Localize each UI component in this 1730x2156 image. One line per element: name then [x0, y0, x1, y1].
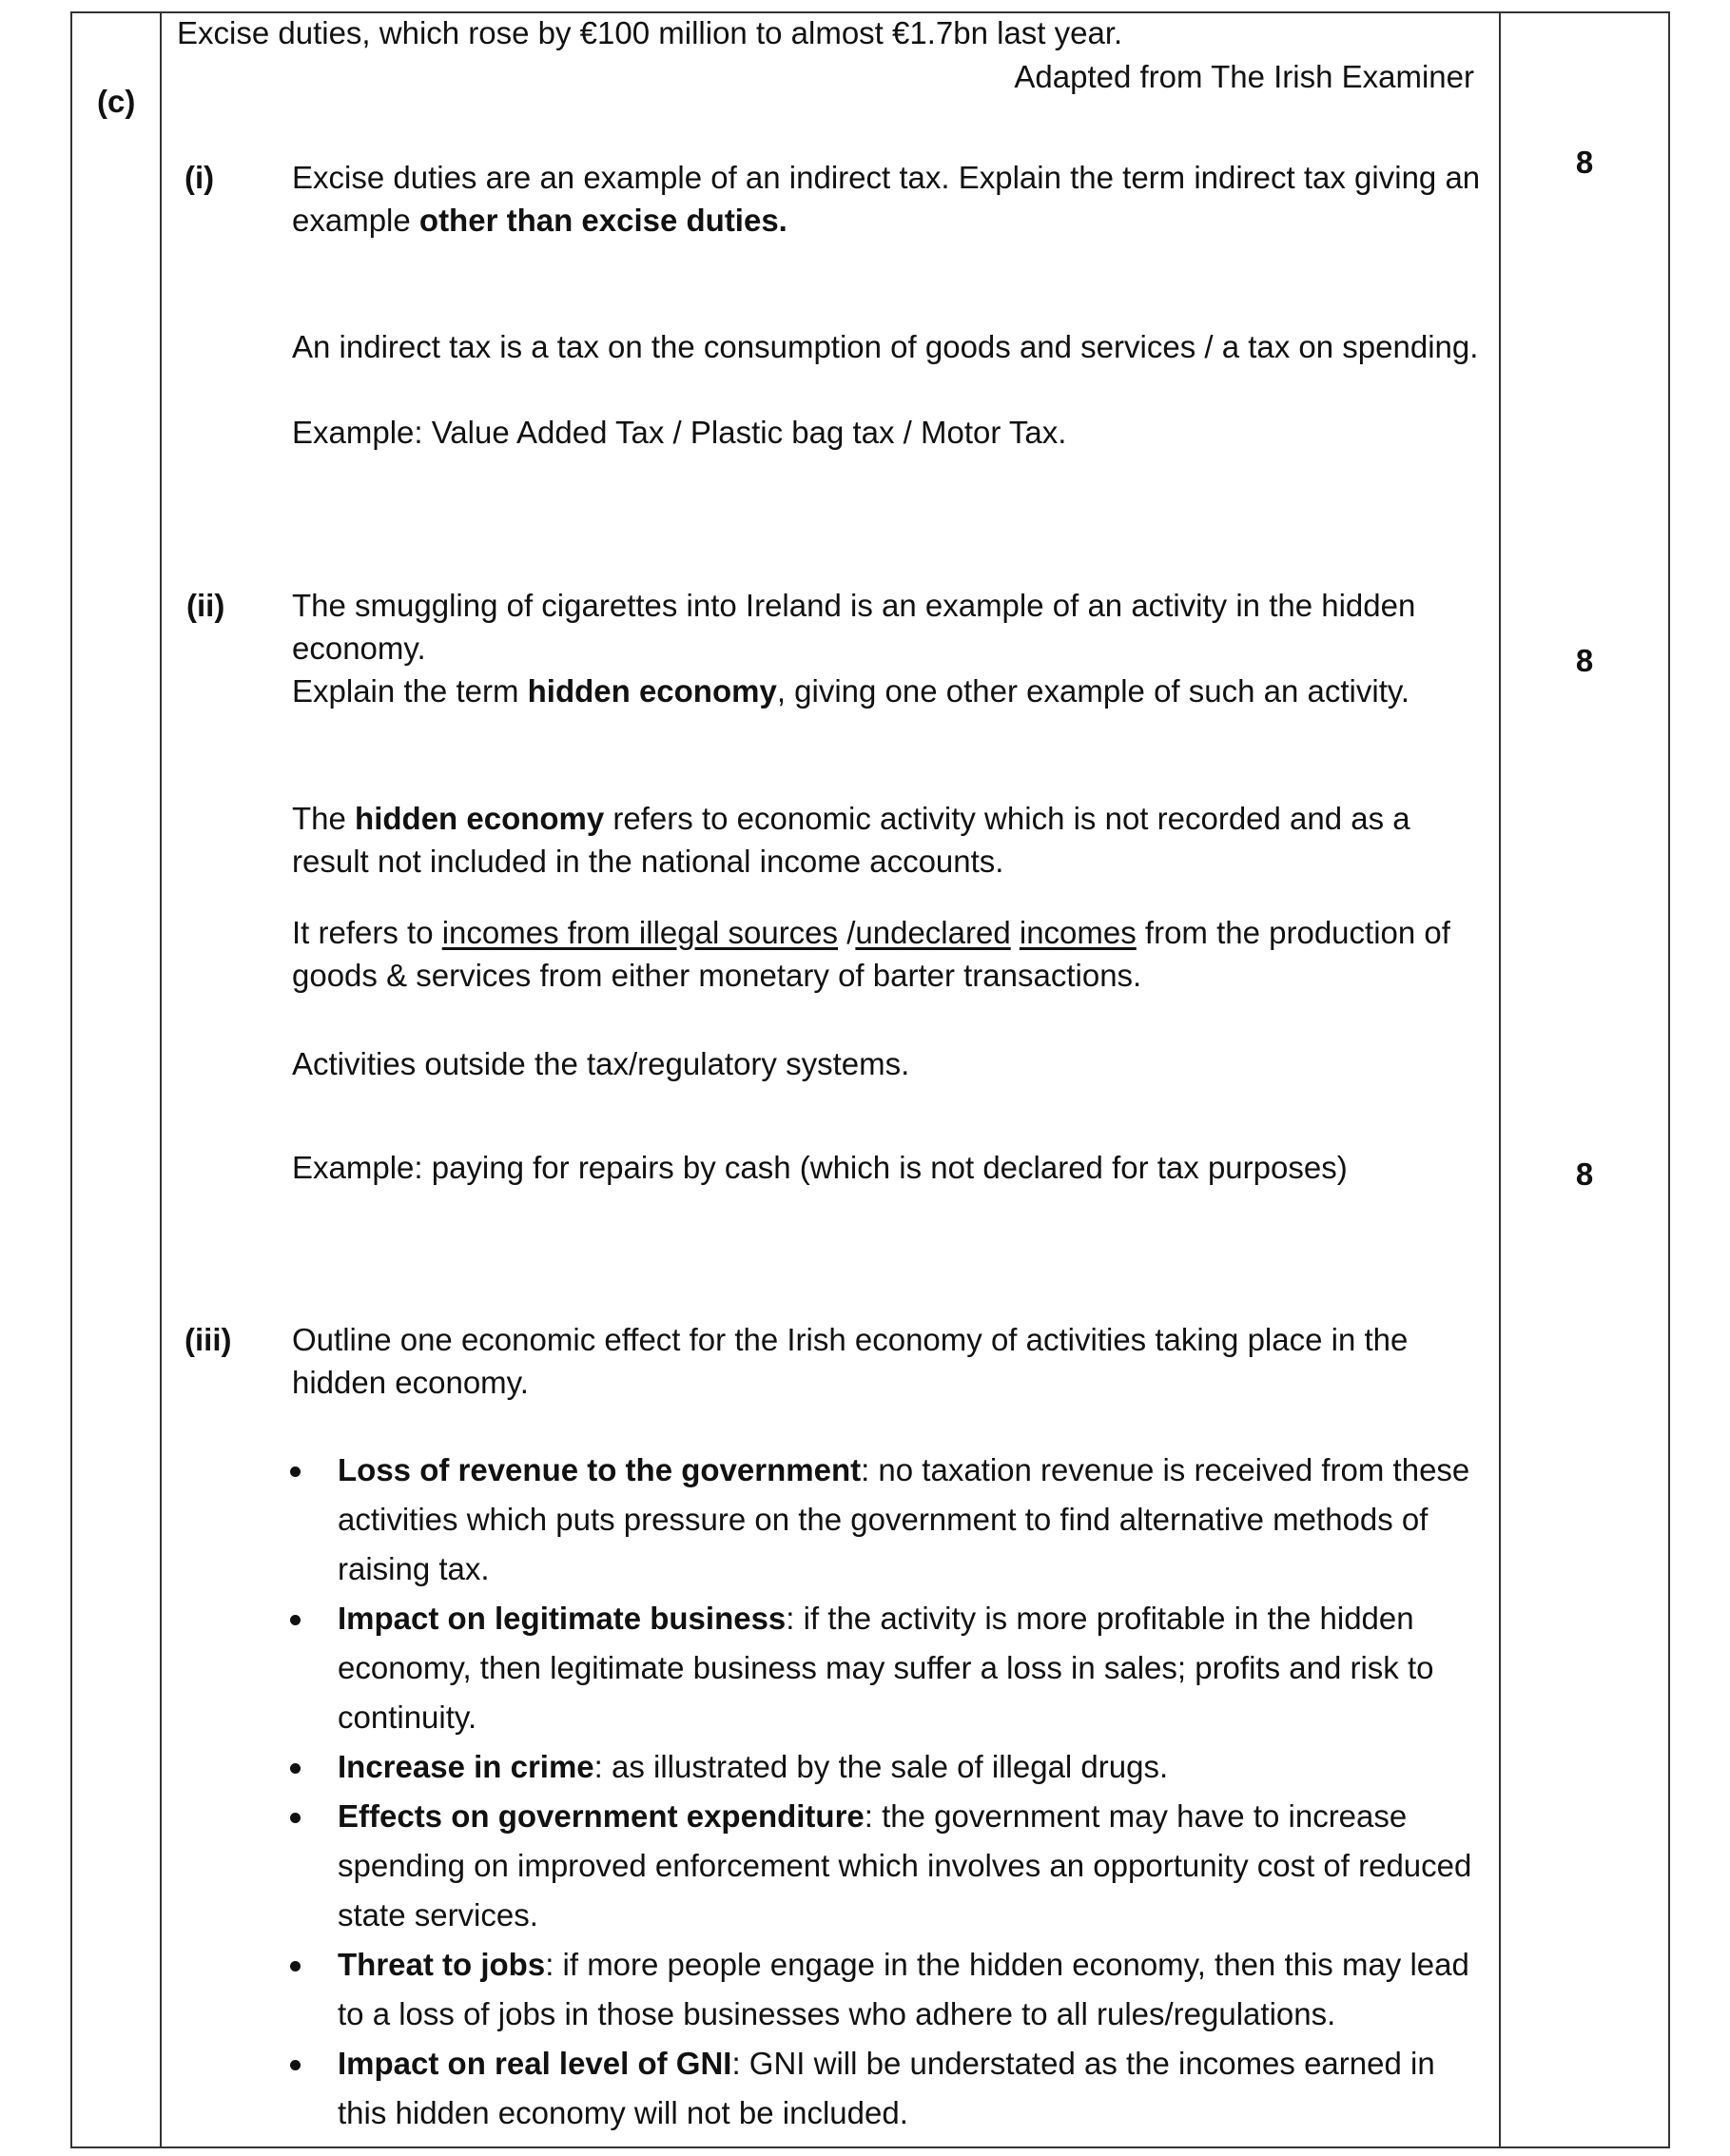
- part-i-label: (i): [185, 160, 215, 195]
- column-divider-left: [160, 11, 162, 2148]
- bullet-icon: [290, 2060, 301, 2070]
- list-item: Loss of revenue to the government: no taxation revenue is received from these activities which puts pressure on the government to find alternative methods of raising tax.: [292, 1446, 1490, 1594]
- list-item: Impact on legitimate business: if the activity is more profitable in the hidden economy, then legitimate business may suffer a loss in sales; profits and risk to continuity.: [292, 1594, 1490, 1742]
- mark-part-iii: 8: [1575, 1156, 1594, 1192]
- part-iii-label: (iii): [185, 1322, 232, 1357]
- list-item: Effects on government expenditure: the government may have to increase spending on improved enforcement which involves an opportunity cost of reduced state services.: [292, 1792, 1490, 1940]
- mark-part-i: 8: [1575, 145, 1594, 180]
- bullet-icon: [290, 1763, 301, 1774]
- part-ii-answer-definition: The hidden economy refers to economic activity which is not recorded and as a result not included in the national income accounts.: [292, 801, 1410, 879]
- part-ii-question-line2: Explain the term hidden economy, giving one other example of such an activity.: [292, 673, 1410, 709]
- part-ii-answer-example: Example: paying for repairs by cash (which is not declared for tax purposes): [292, 1150, 1348, 1185]
- part-iii-question: Outline one economic effect for the Irish economy of activities taking place in the hidden economy.: [292, 1322, 1409, 1400]
- bullet-icon: [290, 1466, 301, 1477]
- part-ii-label: (ii): [186, 588, 225, 623]
- part-ii-answer-activities: Activities outside the tax/regulatory systems.: [292, 1046, 910, 1081]
- list-item: Increase in crime: as illustrated by the sale of illegal drugs.: [292, 1742, 1490, 1792]
- source-credit: Adapted from The Irish Examiner: [1014, 59, 1474, 94]
- column-divider-right: [1499, 11, 1501, 2148]
- part-ii-question-line1: The smuggling of cigarettes into Ireland is an example of an activity in the hidden economy.: [292, 588, 1416, 666]
- mark-part-ii: 8: [1575, 643, 1594, 678]
- effects-list: [292, 1446, 1490, 2138]
- bullet-icon: [290, 1615, 301, 1625]
- bullet-icon: [290, 1961, 301, 1971]
- part-i-question: Excise duties are an example of an indirect tax. Explain the term indirect tax giving an example other than excise duties.: [292, 160, 1481, 238]
- part-i-answer-definition: An indirect tax is a tax on the consumption of goods and services / a tax on spending.: [292, 329, 1479, 364]
- intro-text: Excise duties, which rose by €100 million to almost €1.7bn last year.: [177, 15, 1123, 50]
- section-label: (c): [97, 84, 136, 119]
- list-item: Impact on real level of GNI: GNI will be understated as the incomes earned in this hidden economy will not be included.: [292, 2039, 1490, 2138]
- list-item: Threat to jobs: if more people engage in the hidden economy, then this may lead to a loss of jobs in those businesses who adhere to all rules/regulations.: [292, 1940, 1490, 2039]
- part-i-answer-example: Example: Value Added Tax / Plastic bag tax / Motor Tax.: [292, 415, 1067, 450]
- bullet-icon: [290, 1813, 301, 1823]
- part-ii-answer-incomes: It refers to incomes from illegal sources /undeclared incomes from the production of goods & services from either monetary of barter transactions.: [292, 915, 1450, 993]
